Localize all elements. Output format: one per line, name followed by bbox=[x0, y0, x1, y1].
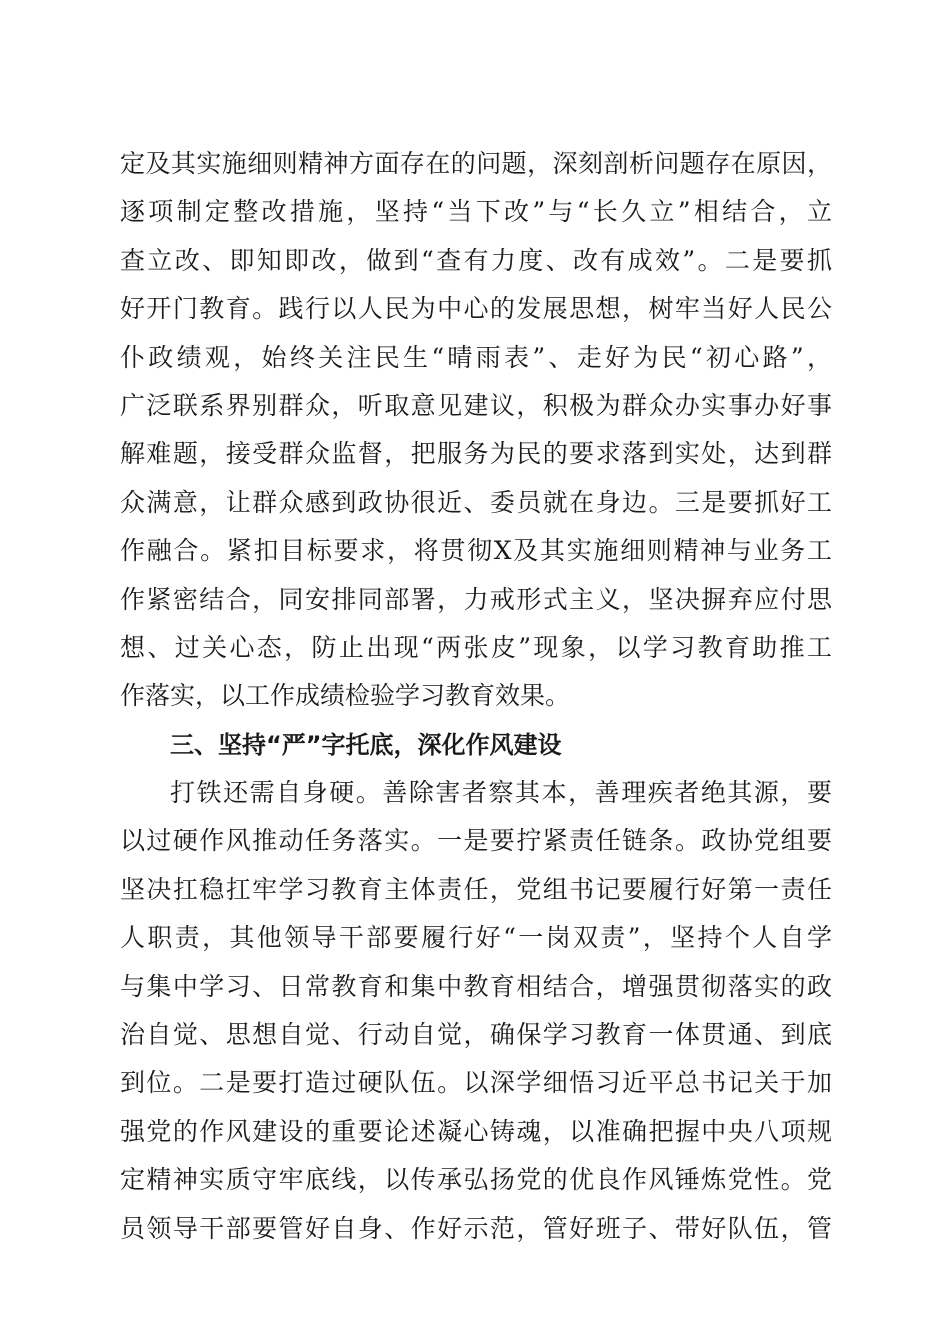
text-line: 人职责，其他领导干部要履行好“一岗双责”，坚持个人自学 bbox=[120, 923, 832, 953]
section-heading: 三、坚持“严”字托底，深化作风建设 bbox=[170, 730, 562, 759]
text-line: 与集中学习、日常教育和集中教育相结合，增强贯彻落实的政 bbox=[120, 971, 832, 1001]
text-line: 好开门教育。践行以人民为中心的发展思想，树牢当好人民公 bbox=[120, 294, 832, 324]
text-line: 坚决扛稳扛牢学习教育主体责任，党组书记要履行好第一责任 bbox=[120, 874, 832, 904]
text-line: 定精神实质守牢底线，以传承弘扬党的优良作风锤炼党性。党 bbox=[120, 1165, 832, 1195]
text-line: 解难题，接受群众监督，把服务为民的要求落到实处，达到群 bbox=[120, 439, 832, 469]
text-line: 想、过关心态，防止出现“两张皮”现象，以学习教育助推工 bbox=[120, 632, 832, 662]
text-line: 到位。二是要打造过硬队伍。以深学细悟习近平总书记关于加 bbox=[120, 1068, 832, 1098]
text-line: 强党的作风建设的重要论述凝心铸魂，以准确把握中央八项规 bbox=[120, 1116, 832, 1146]
text-line: 作融合。紧扣目标要求，将贯彻X及其实施细则精神与业务工 bbox=[120, 536, 832, 566]
text-line: 治自觉、思想自觉、行动自觉，确保学习教育一体贯通、到底 bbox=[120, 1020, 832, 1050]
text-line: 仆政绩观，始终关注民生“晴雨表”、走好为民“初心路”， bbox=[120, 342, 832, 372]
text-line: 众满意，让群众感到政协很近、委员就在身边。三是要抓好工 bbox=[120, 487, 832, 517]
document-body bbox=[120, 140, 832, 1253]
text-line: 员领导干部要管好自身、作好示范，管好班子、带好队伍，管 bbox=[120, 1213, 832, 1243]
text-line: 以过硬作风推动任务落实。一是要拧紧责任链条。政协党组要 bbox=[120, 826, 832, 856]
text-line: 查立改、即知即改，做到“查有力度、改有成效”。二是要抓 bbox=[120, 245, 832, 275]
text-line: 作紧密结合，同安排同部署，力戒形式主义，坚决摒弃应付思 bbox=[120, 584, 832, 614]
text-line: 广泛联系界别群众，听取意见建议，积极为群众办实事办好事 bbox=[120, 390, 832, 420]
text-line: 定及其实施细则精神方面存在的问题，深刻剖析问题存在原因， bbox=[120, 149, 832, 178]
text-line: 逐项制定整改措施，坚持“当下改”与“长久立”相结合，立 bbox=[120, 197, 832, 227]
paragraph-first-line: 打铁还需自身硬。善除害者察其本，善理疾者绝其源，要 bbox=[170, 778, 832, 808]
text-line: 作落实，以工作成绩检验学习教育效果。 bbox=[120, 681, 571, 711]
